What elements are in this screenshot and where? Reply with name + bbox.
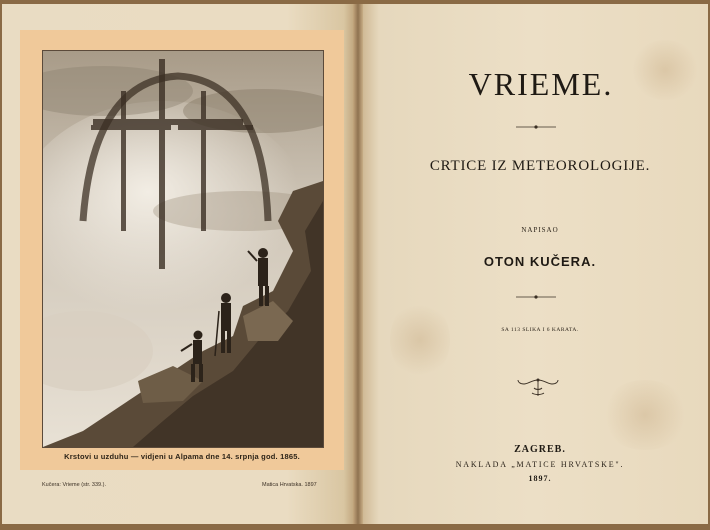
plate-caption: Krstovi u uzduhu — vidjeni u Alpama dne 14. srpnja god. 1865. xyxy=(64,452,300,461)
plate-footer-publisher: Matica Hrvatska. 1897 xyxy=(262,482,317,488)
illustrations-note: SA 113 SLIKA I 6 KARATA. xyxy=(501,327,579,333)
book-gutter xyxy=(353,4,363,524)
fleuron-ornament xyxy=(516,376,560,400)
plate-footer-reference: Kučera: Vrieme (str. 339.). xyxy=(42,482,106,488)
ornamental-rule xyxy=(516,294,556,300)
publisher: NAKLADA „MATICE HRVATSKE". xyxy=(455,460,625,469)
publication-city: ZAGREB. xyxy=(514,444,566,455)
publication-year: 1897. xyxy=(528,474,552,483)
book-subtitle: CRTICE IZ METEOROLOGIJE. xyxy=(429,158,651,174)
author-label: NAPISAO xyxy=(521,226,559,234)
frontispiece-illustration xyxy=(42,50,324,448)
mountain-crosses-engraving xyxy=(43,51,323,447)
book-title: VRIEME. xyxy=(468,66,614,102)
paper-stain xyxy=(600,380,690,450)
paper-stain xyxy=(390,300,450,380)
ornamental-rule xyxy=(516,124,556,130)
author-name: OTON KUČERA. xyxy=(483,254,597,269)
